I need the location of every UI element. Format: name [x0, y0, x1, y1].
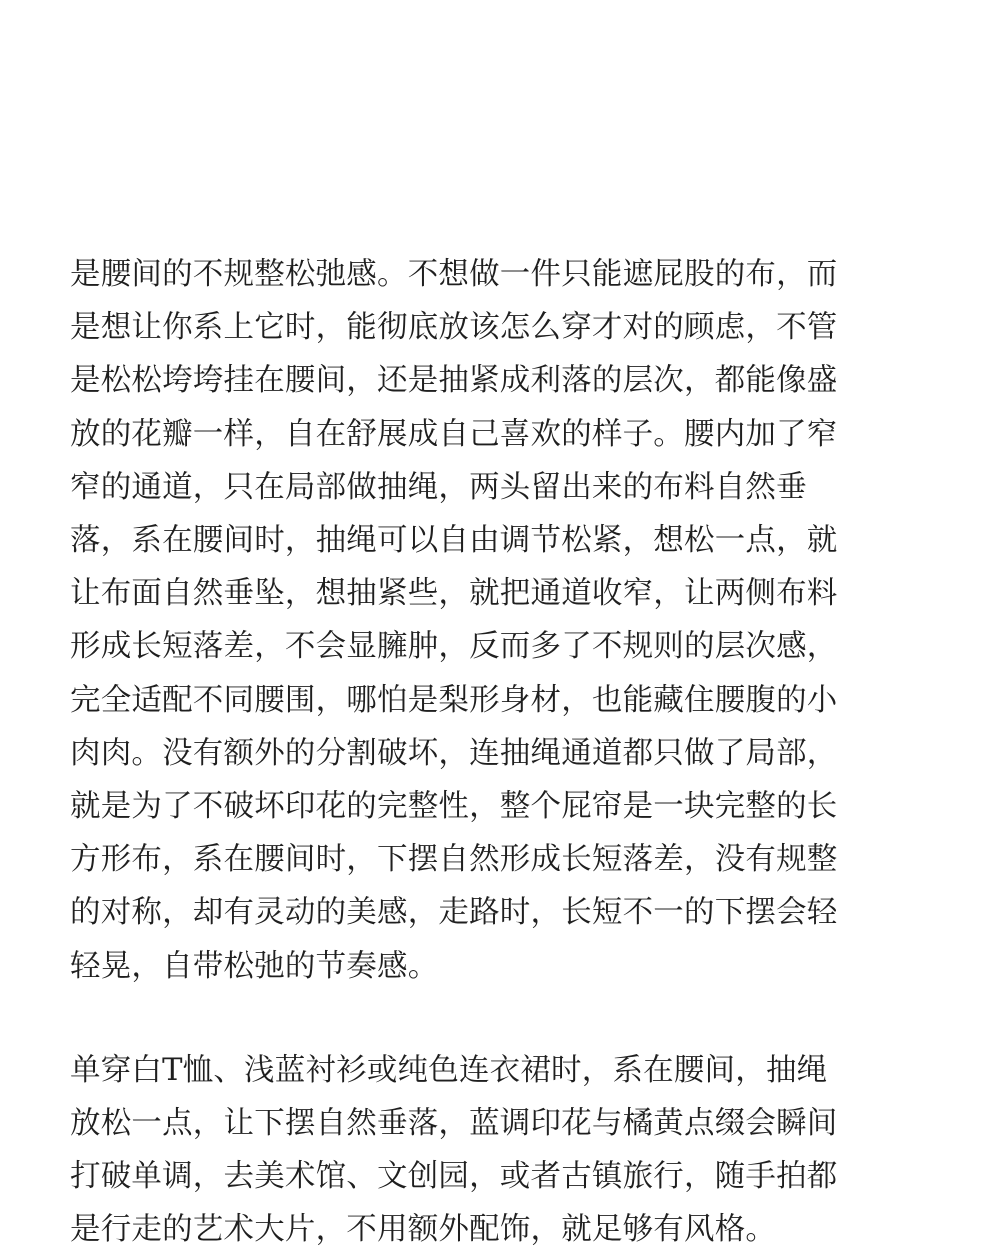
- text-line: 是松松垮垮挂在腰间，还是抽紧成利落的层次，都能像盛: [70, 363, 838, 399]
- text-line: 形成长短落差，不会显臃肿，反而多了不规则的层次感，: [70, 629, 838, 665]
- paragraph-2: [70, 1044, 922, 1257]
- text-line: 是腰间的不规整松弛感。不想做一件只能遮屁股的布，而: [70, 257, 838, 292]
- text-line: 落，系在腰间时，抽绳可以自由调节松紧，想松一点，就: [70, 523, 838, 559]
- text-line: 完全适配不同腰围，哪怕是梨形身材，也能藏住腰腹的小: [70, 682, 838, 718]
- text-line: 肉肉。没有额外的分割破坏，连抽绳通道都只做了局部，: [70, 735, 838, 771]
- text-line: 的对称，却有灵动的美感，走路时，长短不一的下摆会轻: [70, 895, 838, 931]
- text-line: 就是为了不破坏印花的完整性，整个屁帘是一块完整的长: [70, 789, 838, 825]
- text-line: 打破单调，去美术馆、文创园，或者古镇旅行，随手拍都: [70, 1159, 838, 1195]
- text-line: 是想让你系上它时，能彻底放该怎么穿才对的顾虑，不管: [70, 310, 838, 346]
- text-line: 轻晃，自带松弛的节奏感。: [70, 948, 439, 984]
- text-line: 放的花瓣一样，自在舒展成自己喜欢的样子。腰内加了窄: [70, 416, 838, 452]
- text-line: 窄的通道，只在局部做抽绳，两头留出来的布料自然垂: [70, 469, 807, 505]
- text-line: 单穿白T恤、浅蓝衬衫或纯色连衣裙时，系在腰间，抽绳: [70, 1052, 828, 1088]
- paragraph-1: [70, 248, 922, 993]
- text-line: 放松一点，让下摆自然垂落，蓝调印花与橘黄点缀会瞬间: [70, 1106, 838, 1142]
- text-line: 是行走的艺术大片，不用额外配饰，就足够有风格。: [70, 1212, 777, 1248]
- article-body: [70, 248, 922, 1257]
- text-line: 让布面自然垂坠，想抽紧些，就把通道收窄，让两侧布料: [70, 576, 838, 612]
- text-line: 方形布，系在腰间时，下摆自然形成长短落差，没有规整: [70, 842, 838, 878]
